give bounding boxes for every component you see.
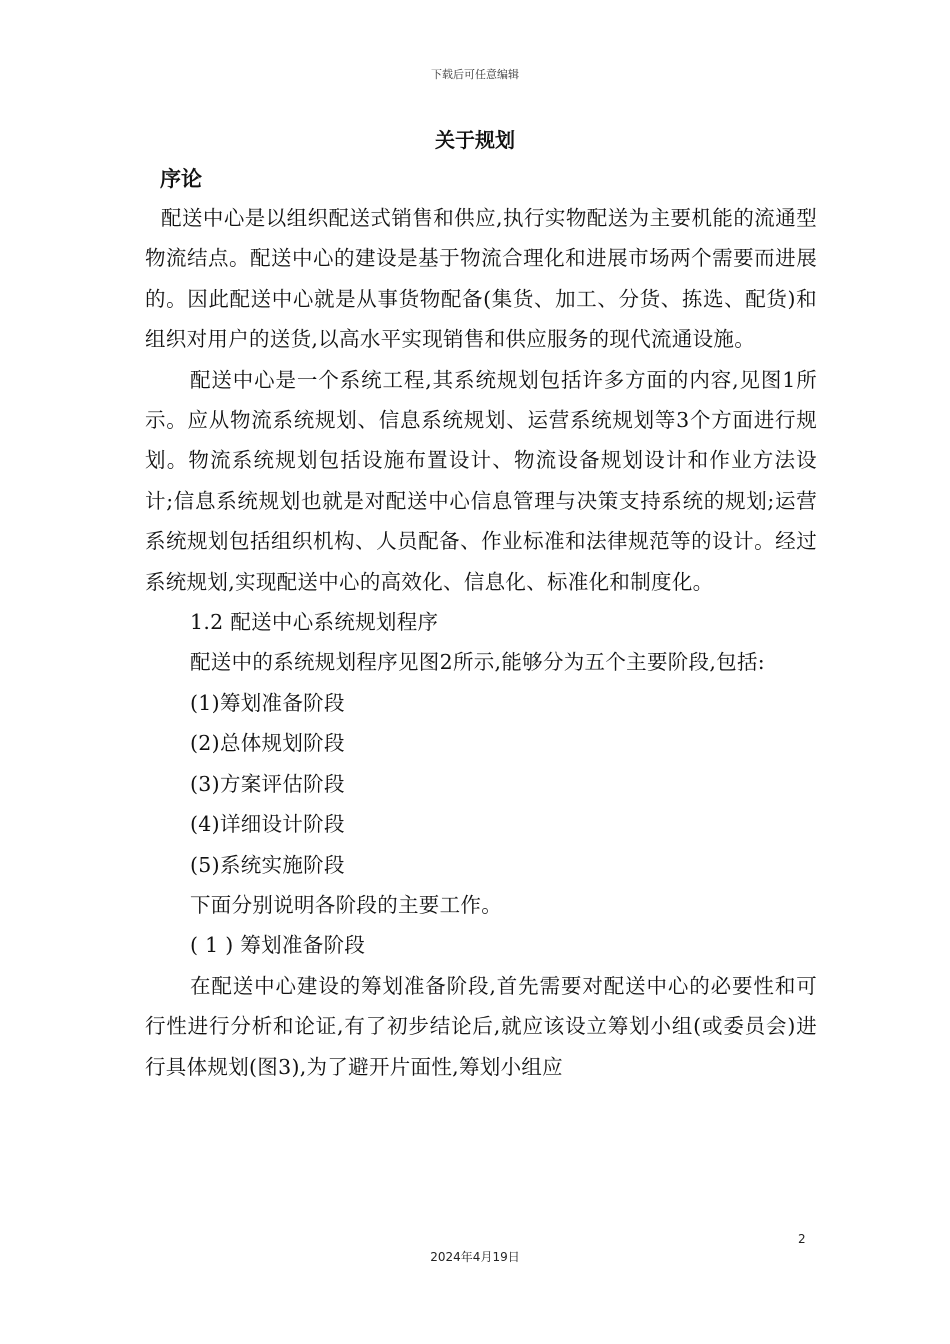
paragraph-planning-procedure: 配送中的系统规划程序见图2所示,能够分为五个主要阶段,包括: bbox=[190, 650, 765, 675]
paragraph-system-engineering: 配送中心是一个系统工程,其系统规划包括许多方面的内容,见图1所示。应从物流系统规划、信息系统规划、运营系统规划等3个方面进行规划。物流系统规划包括设施布置设计、物流设备规划设计和作业方法设计;信息系统规划也就是对配送中心信息管理与决策支持系统的规划;运营系统规划包括组织机构、人员配备、作业标准和法律规范等的设计。经过系统规划,实现配送中心的高效化、信息化、标准化和制度化。 bbox=[145, 367, 817, 594]
paragraph-stage-intro: 下面分别说明各阶段的主要工作。 bbox=[190, 892, 502, 917]
subsection-heading: 1.2 配送中心系统规划程序 bbox=[190, 610, 439, 635]
list-item: (5)系统实施阶段 bbox=[190, 852, 345, 877]
paragraph-intro: 配送中心是以组织配送式销售和供应,执行实物配送为主要机能的流通型物流结点。配送中心的建设是基于物流合理化和进展市场两个需要而进展的。因此配送中心就是从事货物配备(集货、加工、分货、拣选、配货)和组织对用户的送货,以高水平实现销售和供应服务的现代流通设施。 bbox=[145, 206, 817, 352]
document-body bbox=[145, 198, 817, 1087]
list-item: (1)筹划准备阶段 bbox=[190, 690, 345, 715]
header-note: 下载后可任意编辑 bbox=[431, 68, 519, 81]
document-title: 关于规划 bbox=[435, 128, 515, 152]
list-item: (2)总体规划阶段 bbox=[190, 731, 345, 756]
list-item: (3)方案评估阶段 bbox=[190, 771, 345, 796]
section-heading: 序论 bbox=[160, 167, 202, 191]
page-number: 2 bbox=[798, 1232, 806, 1246]
list-item: (4)详细设计阶段 bbox=[190, 812, 345, 837]
stage-heading: ( 1 ) 筹划准备阶段 bbox=[190, 933, 366, 958]
paragraph-preparation-stage: 在配送中心建设的筹划准备阶段,首先需要对配送中心的必要性和可行性进行分析和论证,有了初步结论后,就应该设立筹划小组(或委员会)进行具体规划(图3),为了避开片面性,筹划小组应 bbox=[145, 973, 817, 1079]
footer-date: 2024年4月19日 bbox=[430, 1250, 520, 1264]
